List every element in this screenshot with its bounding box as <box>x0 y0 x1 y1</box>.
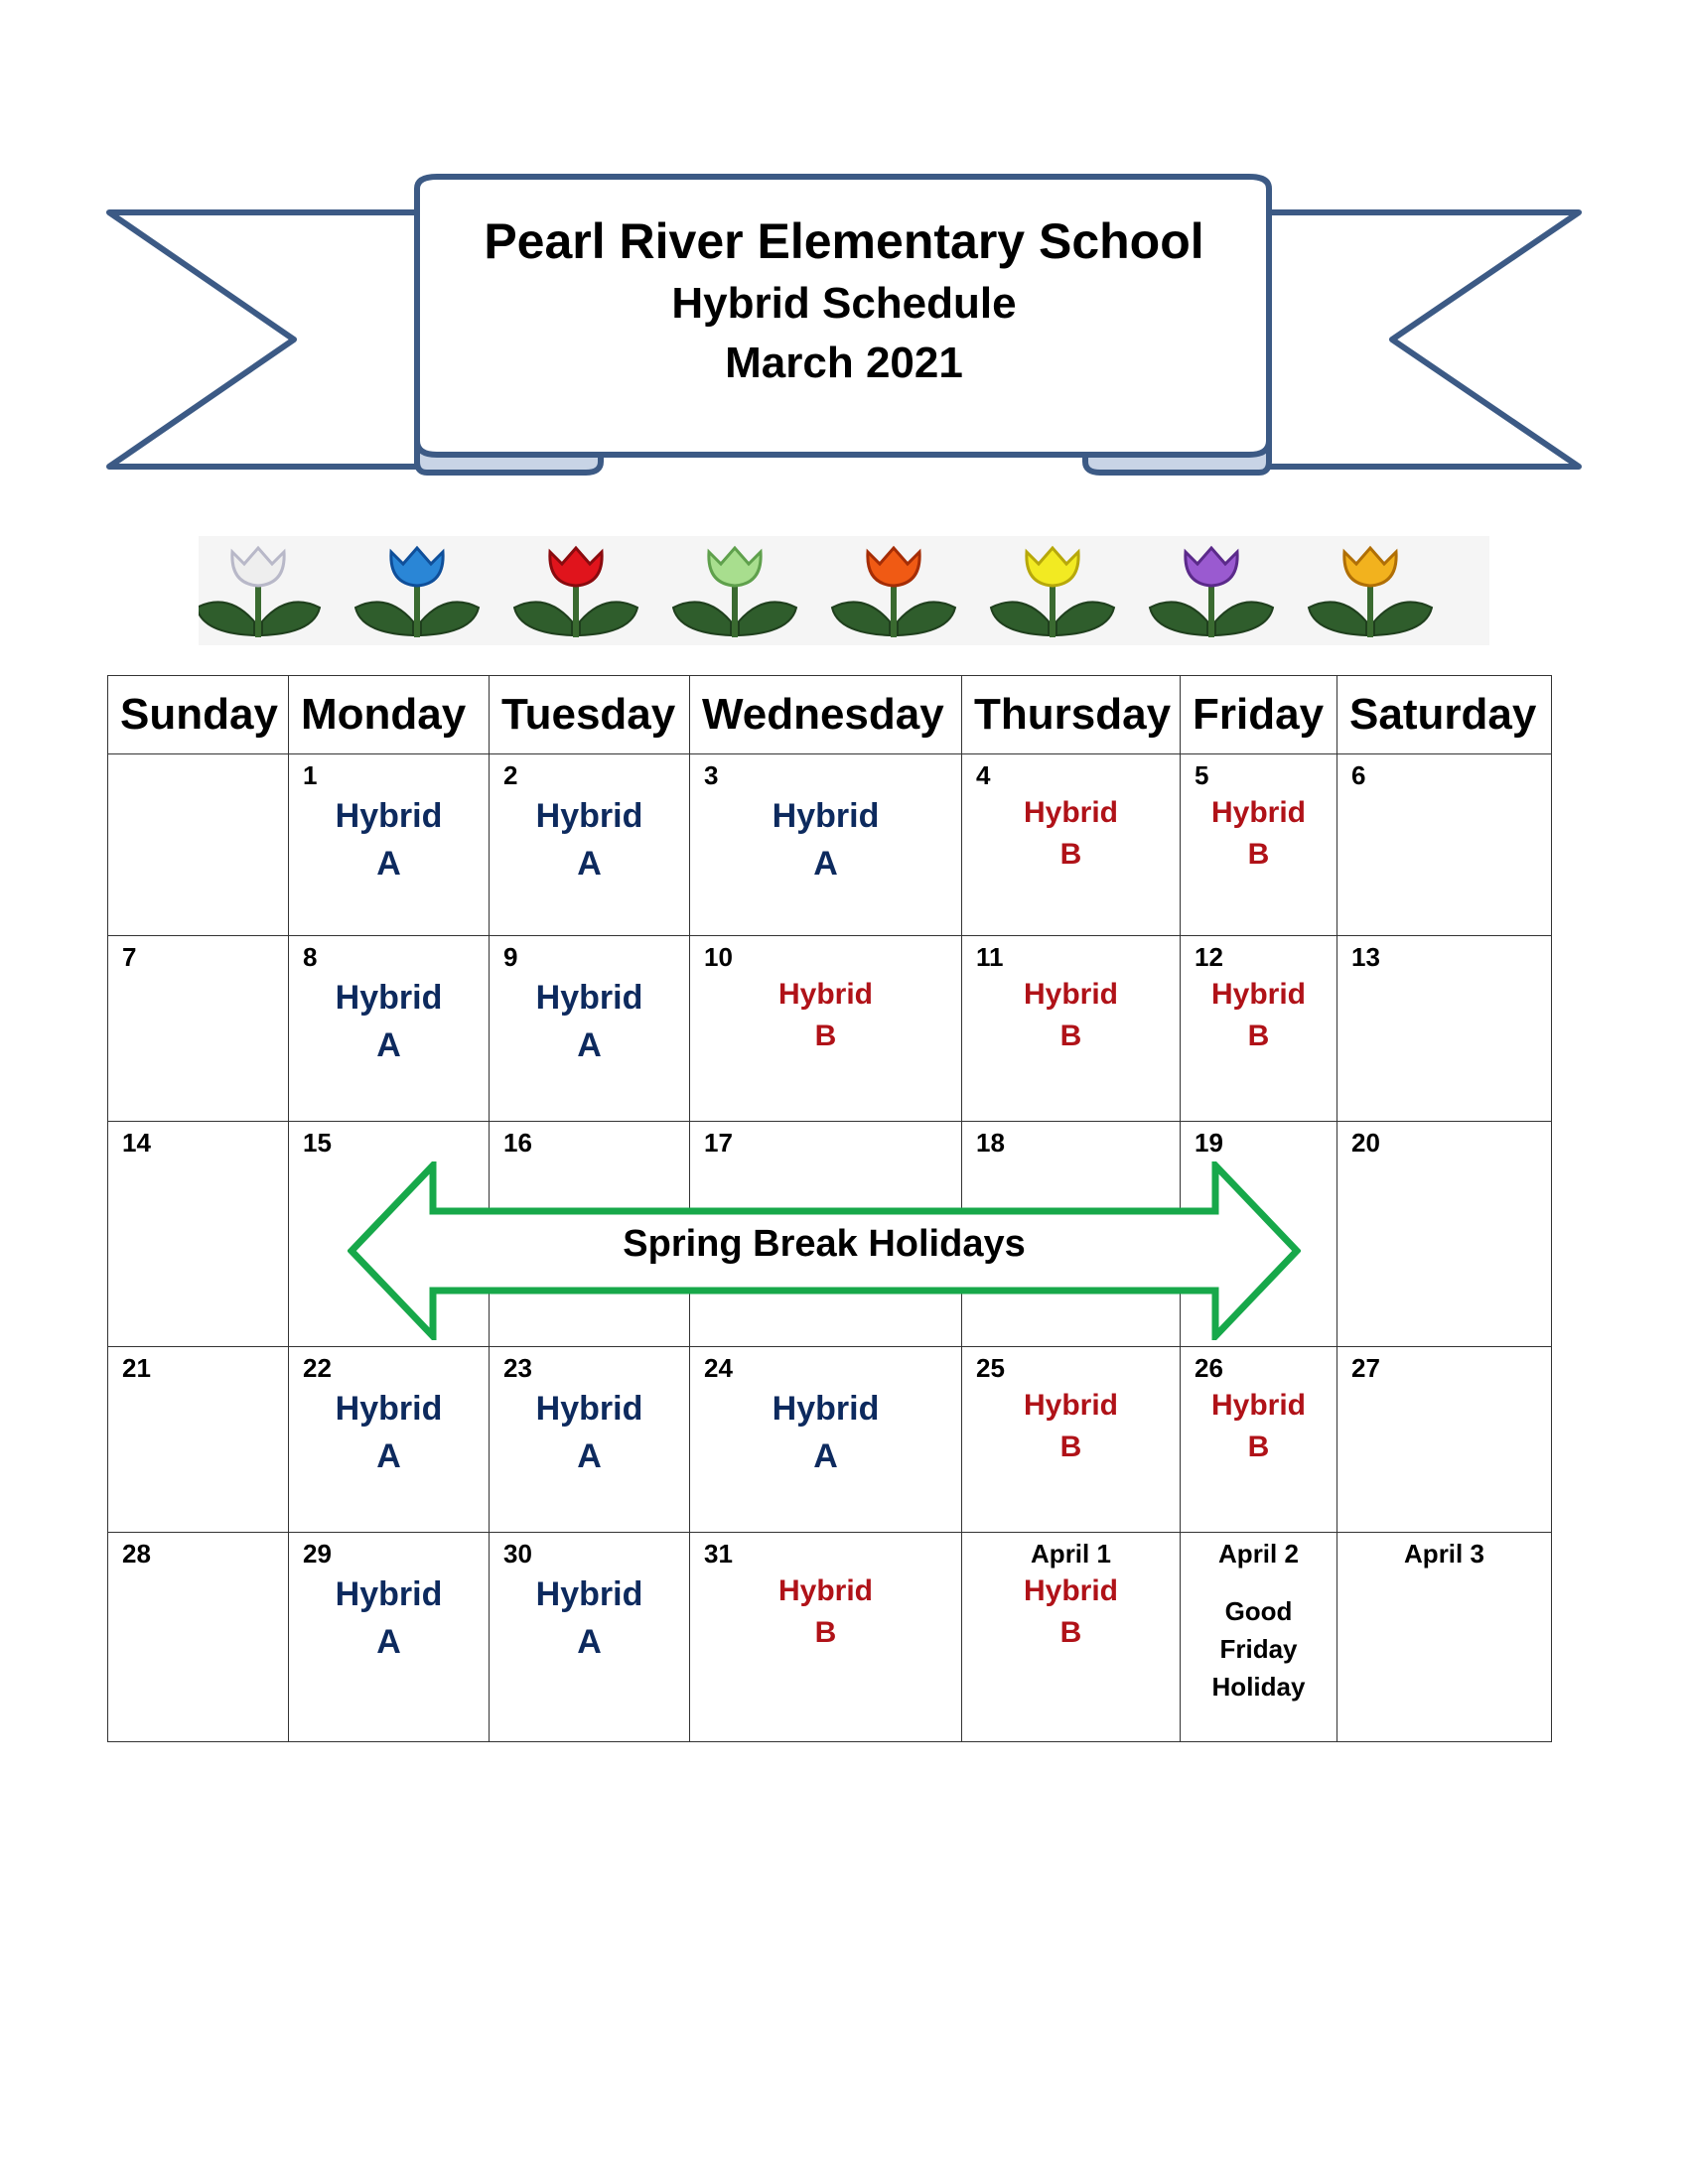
hybrid-group: B <box>1247 1431 1270 1463</box>
month-title: March 2021 <box>725 339 963 387</box>
holiday-note-line: Friday <box>1219 1634 1298 1664</box>
hybrid-group: A <box>577 1623 602 1661</box>
day-cell <box>962 1347 1181 1533</box>
hybrid-label: Hybrid <box>777 1574 873 1607</box>
day-number: 27 <box>1351 1353 1380 1383</box>
day-number: 13 <box>1351 942 1380 972</box>
day-number: 4 <box>976 760 991 790</box>
week-row <box>108 1533 1552 1742</box>
day-number: 6 <box>1351 760 1366 790</box>
day-number: 16 <box>503 1128 532 1158</box>
tulip-border <box>199 536 1489 645</box>
day-cell <box>1337 1533 1552 1742</box>
day-number: 31 <box>704 1539 733 1569</box>
day-cell <box>690 1533 962 1742</box>
day-cell <box>289 1533 490 1742</box>
hybrid-group: B <box>814 1020 837 1052</box>
week-row <box>108 1347 1552 1533</box>
day-number: 10 <box>704 942 733 972</box>
day-number: 30 <box>503 1539 532 1569</box>
banner-text <box>417 208 1271 393</box>
hybrid-label: Hybrid <box>1023 1389 1118 1422</box>
weekday-header-friday: Friday <box>1181 676 1337 754</box>
hybrid-group: B <box>1059 838 1082 871</box>
day-number: 8 <box>303 942 318 972</box>
schedule-subtitle: Hybrid Schedule <box>671 279 1017 328</box>
hybrid-label: Hybrid <box>535 1575 643 1613</box>
day-cell <box>1181 936 1337 1122</box>
hybrid-label: Hybrid <box>772 1390 880 1428</box>
day-number: 21 <box>122 1353 151 1383</box>
holiday-note-line: Good <box>1224 1596 1293 1626</box>
weekday-header-tuesday: Tuesday <box>490 676 690 754</box>
day-number: 23 <box>503 1353 532 1383</box>
day-number: 22 <box>303 1353 332 1383</box>
hybrid-group: B <box>1247 1020 1270 1052</box>
day-number: 28 <box>122 1539 151 1569</box>
hybrid-group: A <box>376 1026 401 1064</box>
day-cell <box>490 936 690 1122</box>
day-number: 11 <box>976 942 1004 972</box>
hybrid-group: B <box>1059 1616 1082 1649</box>
day-number: 26 <box>1195 1353 1223 1383</box>
day-cell <box>962 1533 1181 1742</box>
hybrid-label: Hybrid <box>1023 796 1118 829</box>
day-number: 19 <box>1195 1128 1223 1158</box>
weekday-header-thursday: Thursday <box>962 676 1181 754</box>
hybrid-group: A <box>376 1437 401 1475</box>
day-number: 29 <box>303 1539 332 1569</box>
hybrid-group: B <box>1059 1020 1082 1052</box>
day-cell <box>1337 1122 1552 1347</box>
day-number: 2 <box>503 760 518 790</box>
day-number: 7 <box>122 942 137 972</box>
day-cell <box>690 936 962 1122</box>
weekday-header-saturday: Saturday <box>1337 676 1552 754</box>
hybrid-label: Hybrid <box>777 978 873 1011</box>
day-cell <box>490 1533 690 1742</box>
hybrid-label: Hybrid <box>335 1390 443 1428</box>
day-number: 15 <box>303 1128 332 1158</box>
day-number: April 3 <box>1404 1539 1484 1569</box>
hybrid-group: A <box>577 845 602 883</box>
hybrid-label: Hybrid <box>772 797 880 835</box>
day-number: 12 <box>1195 942 1223 972</box>
day-cell <box>490 754 690 936</box>
day-number: 24 <box>704 1353 733 1383</box>
hybrid-label: Hybrid <box>335 979 443 1017</box>
day-number: 3 <box>704 760 719 790</box>
day-number: 18 <box>976 1128 1005 1158</box>
day-cell <box>289 1347 490 1533</box>
day-number: 25 <box>976 1353 1005 1383</box>
hybrid-label: Hybrid <box>335 797 443 835</box>
hybrid-group: A <box>376 1623 401 1661</box>
hybrid-label: Hybrid <box>535 979 643 1017</box>
hybrid-group: B <box>814 1616 837 1649</box>
weekday-header-wednesday: Wednesday <box>690 676 962 754</box>
day-cell <box>108 1347 289 1533</box>
day-cell <box>108 1122 289 1347</box>
holiday-note-line: Holiday <box>1211 1672 1306 1702</box>
day-cell <box>690 1347 962 1533</box>
day-number <box>108 754 288 792</box>
hybrid-label: Hybrid <box>1023 1574 1118 1607</box>
hybrid-group: A <box>813 1437 838 1475</box>
hybrid-label: Hybrid <box>1023 978 1118 1011</box>
hybrid-group: A <box>376 845 401 883</box>
day-cell <box>1181 754 1337 936</box>
hybrid-group: A <box>577 1026 602 1064</box>
day-cell <box>1181 1533 1337 1742</box>
hybrid-label: Hybrid <box>1210 796 1306 829</box>
day-number: 20 <box>1351 1128 1380 1158</box>
day-number: 17 <box>704 1128 733 1158</box>
spring-break-label: Spring Break Holidays <box>623 1223 1026 1265</box>
weekday-header-monday: Monday <box>289 676 490 754</box>
week-row <box>108 936 1552 1122</box>
day-cell <box>108 936 289 1122</box>
hybrid-label: Hybrid <box>535 1390 643 1428</box>
day-number: 1 <box>303 760 318 790</box>
day-cell <box>289 936 490 1122</box>
day-cell <box>1181 1347 1337 1533</box>
hybrid-group: B <box>1059 1431 1082 1463</box>
hybrid-label: Hybrid <box>1210 1389 1306 1422</box>
hybrid-group: B <box>1247 838 1270 871</box>
day-cell <box>1337 936 1552 1122</box>
school-name: Pearl River Elementary School <box>484 213 1204 269</box>
day-cell <box>1337 754 1552 936</box>
hybrid-label: Hybrid <box>535 797 643 835</box>
day-cell <box>1337 1347 1552 1533</box>
day-cell <box>108 754 289 936</box>
day-cell <box>490 1347 690 1533</box>
week-row <box>108 754 1552 936</box>
hybrid-label: Hybrid <box>1210 978 1306 1011</box>
day-number: 14 <box>122 1128 151 1158</box>
hybrid-group: A <box>577 1437 602 1475</box>
banner-left-tail <box>109 212 417 467</box>
day-cell <box>289 754 490 936</box>
day-cell <box>962 936 1181 1122</box>
hybrid-group: A <box>813 845 838 883</box>
hybrid-label: Hybrid <box>335 1575 443 1613</box>
day-cell <box>108 1533 289 1742</box>
day-number: 9 <box>503 942 518 972</box>
weekday-header-sunday: Sunday <box>108 676 289 754</box>
day-number: April 2 <box>1218 1539 1299 1569</box>
holiday-note <box>1181 1592 1336 1706</box>
day-number: 5 <box>1195 760 1209 790</box>
banner-right-tail <box>1266 212 1579 467</box>
day-cell <box>690 754 962 936</box>
day-cell <box>962 754 1181 936</box>
day-number: April 1 <box>1031 1539 1111 1569</box>
weekday-header-row <box>108 676 1552 754</box>
